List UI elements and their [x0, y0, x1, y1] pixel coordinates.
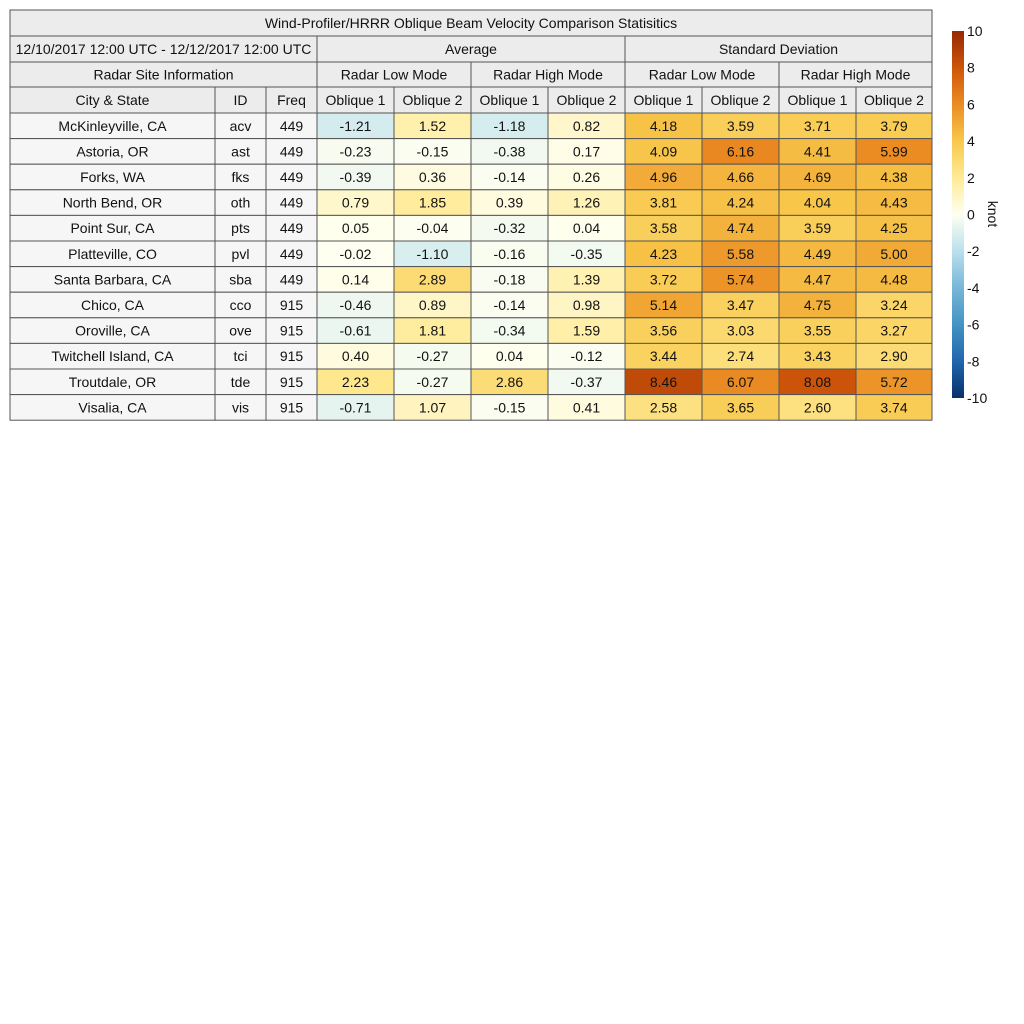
value-cell: 3.24: [880, 297, 908, 313]
value-cell: 0.36: [418, 169, 447, 185]
value-cell: 5.72: [880, 373, 908, 390]
colorbar-tick-label: 2: [967, 169, 975, 186]
value-cell: 3.27: [880, 322, 908, 339]
value-cell: 0.26: [572, 169, 601, 185]
value-cell: -0.12: [570, 348, 603, 365]
column-header: Oblique 2: [402, 92, 463, 108]
column-header: Oblique 1: [325, 92, 386, 108]
id-cell: ast: [231, 143, 250, 160]
city-cell: Troutdale, OR: [68, 373, 157, 390]
average-header: Average: [445, 41, 497, 57]
value-cell: 0.04: [495, 348, 524, 365]
colorbar-tick-label: 8: [967, 59, 975, 76]
value-cell: -0.15: [416, 143, 449, 160]
value-cell: 3.65: [726, 399, 755, 416]
value-cell: 0.79: [341, 194, 370, 211]
freq-cell: 449: [279, 220, 304, 237]
value-cell: 0.05: [341, 220, 370, 237]
freq-cell: 449: [279, 271, 304, 288]
value-cell: -0.38: [493, 143, 526, 160]
value-cell: 4.75: [803, 297, 832, 313]
value-cell: -0.14: [493, 297, 526, 313]
value-cell: -0.39: [339, 169, 372, 185]
value-cell: -1.18: [493, 117, 526, 134]
value-cell: 4.25: [880, 220, 908, 237]
value-cell: 4.69: [803, 169, 832, 185]
value-cell: 3.47: [726, 297, 755, 313]
id-cell: cco: [229, 297, 252, 313]
value-cell: 4.66: [726, 169, 755, 185]
value-cell: 6.07: [726, 373, 755, 390]
mode-header: Radar Low Mode: [648, 66, 756, 83]
city-cell: McKinleyville, CA: [58, 117, 167, 134]
id-cell: tci: [233, 348, 248, 365]
value-cell: 3.71: [803, 117, 832, 134]
value-cell: 0.82: [572, 117, 601, 134]
column-header: City & State: [75, 92, 150, 108]
table-title: Wind-Profiler/HRRR Oblique Beam Velocity Comparison Statisitics: [264, 15, 678, 31]
freq-cell: 915: [279, 399, 304, 416]
value-cell: 3.59: [726, 117, 755, 134]
freq-cell: 449: [279, 117, 304, 134]
colorbar-tick-label: -4: [967, 279, 980, 296]
value-cell: -0.27: [416, 348, 449, 365]
value-cell: -0.71: [339, 399, 372, 416]
value-cell: 3.43: [803, 348, 832, 365]
value-cell: 1.85: [418, 194, 447, 211]
value-cell: 0.98: [572, 297, 601, 313]
colorbar-tick-label: -8: [967, 353, 980, 370]
colorbar-tick-label: 6: [967, 96, 975, 113]
value-cell: 6.16: [726, 143, 755, 160]
value-cell: 0.89: [418, 297, 447, 313]
id-cell: oth: [230, 194, 251, 211]
value-cell: 0.14: [341, 271, 370, 288]
value-cell: 8.46: [649, 373, 678, 390]
freq-cell: 915: [279, 297, 304, 313]
id-cell: fks: [231, 169, 250, 185]
value-cell: 0.40: [341, 348, 370, 365]
value-cell: 4.38: [880, 169, 908, 185]
colorbar-tick-label: -2: [967, 243, 980, 260]
value-cell: -0.34: [493, 322, 526, 339]
id-cell: pts: [231, 220, 250, 237]
value-cell: -0.32: [493, 220, 526, 237]
value-cell: 2.86: [495, 373, 524, 390]
id-cell: tde: [230, 373, 251, 390]
id-cell: vis: [231, 399, 250, 416]
value-cell: 3.59: [803, 220, 832, 237]
value-cell: 3.81: [649, 194, 678, 211]
value-cell: 0.41: [572, 399, 601, 416]
colorbar-gradient: [952, 31, 964, 398]
city-cell: Platteville, CO: [68, 245, 157, 262]
value-cell: 4.24: [726, 194, 755, 211]
column-header: Oblique 2: [864, 92, 924, 108]
id-cell: acv: [229, 117, 252, 134]
value-cell: -0.02: [339, 245, 372, 262]
value-cell: 2.23: [341, 373, 370, 390]
value-cell: 5.14: [649, 297, 678, 313]
value-cell: -0.61: [339, 322, 372, 339]
city-cell: Visalia, CA: [78, 399, 147, 416]
city-cell: Astoria, OR: [76, 143, 149, 160]
value-cell: 4.41: [803, 143, 832, 160]
value-cell: 1.07: [418, 399, 447, 416]
freq-cell: 449: [279, 143, 304, 160]
value-cell: 4.49: [803, 245, 832, 262]
colorbar-tick-label: -6: [967, 316, 980, 333]
value-cell: -0.23: [339, 143, 372, 160]
value-cell: 1.81: [418, 322, 447, 339]
value-cell: 3.74: [880, 399, 908, 416]
value-cell: -1.10: [416, 245, 449, 262]
city-cell: North Bend, OR: [62, 194, 163, 211]
value-cell: -0.04: [416, 220, 449, 237]
value-cell: 2.74: [726, 348, 755, 365]
column-header: Oblique 2: [556, 92, 617, 108]
value-cell: -0.15: [493, 399, 526, 416]
column-header: Oblique 1: [633, 92, 694, 108]
value-cell: 3.72: [649, 271, 678, 288]
city-cell: Forks, WA: [80, 169, 145, 185]
mode-header: Radar High Mode: [493, 66, 603, 83]
date-range: 12/10/2017 12:00 UTC - 12/12/2017 12:00 UTC: [15, 41, 312, 57]
value-cell: -0.14: [493, 169, 526, 185]
value-cell: 0.17: [572, 143, 601, 160]
value-cell: 4.74: [726, 220, 755, 237]
value-cell: 3.56: [649, 322, 678, 339]
value-cell: -0.18: [493, 271, 526, 288]
value-cell: 4.23: [649, 245, 678, 262]
value-cell: 3.44: [649, 348, 678, 365]
value-cell: 2.60: [803, 399, 832, 416]
freq-cell: 449: [279, 194, 304, 211]
site-info-header: Radar Site Information: [93, 66, 234, 83]
column-header: Oblique 1: [787, 92, 848, 108]
value-cell: 0.39: [495, 194, 524, 211]
value-cell: 2.58: [649, 399, 678, 416]
freq-cell: 915: [279, 373, 304, 390]
colorbar-tick-label: -10: [967, 390, 988, 406]
city-cell: Chico, CA: [80, 297, 145, 313]
value-cell: -0.46: [339, 297, 372, 313]
freq-cell: 915: [279, 348, 304, 365]
value-cell: 1.59: [572, 322, 601, 339]
value-cell: 1.52: [418, 117, 447, 134]
value-cell: 1.26: [572, 194, 601, 211]
value-cell: 2.90: [880, 348, 908, 365]
id-cell: pvl: [231, 245, 250, 262]
value-cell: 4.09: [649, 143, 678, 160]
column-header: ID: [233, 92, 248, 108]
value-cell: -0.37: [570, 373, 603, 390]
value-cell: 3.58: [649, 220, 678, 237]
freq-cell: 449: [279, 169, 304, 185]
city-cell: Twitchell Island, CA: [51, 348, 174, 365]
value-cell: 3.79: [880, 117, 908, 134]
id-cell: ove: [229, 322, 252, 339]
freq-cell: 449: [279, 245, 304, 262]
city-cell: Santa Barbara, CA: [53, 271, 172, 288]
value-cell: 5.99: [880, 143, 908, 160]
column-header: Oblique 2: [710, 92, 771, 108]
mode-header: Radar Low Mode: [340, 66, 448, 83]
freq-cell: 915: [279, 322, 304, 339]
value-cell: 4.48: [880, 271, 908, 288]
city-cell: Oroville, CA: [75, 322, 150, 339]
value-cell: -0.27: [416, 373, 449, 390]
value-cell: 5.00: [880, 245, 908, 262]
std-dev-header: Standard Deviation: [718, 41, 839, 57]
value-cell: 8.08: [803, 373, 832, 390]
value-cell: 2.89: [418, 271, 447, 288]
value-cell: 4.47: [803, 271, 832, 288]
id-cell: sba: [229, 271, 252, 288]
value-cell: 3.55: [803, 322, 832, 339]
value-cell: 5.58: [726, 245, 755, 262]
value-cell: 4.18: [649, 117, 678, 134]
value-cell: 4.96: [649, 169, 678, 185]
mode-header: Radar High Mode: [800, 66, 911, 83]
value-cell: 3.03: [726, 322, 755, 339]
value-cell: -0.16: [493, 245, 526, 262]
value-cell: 4.04: [803, 194, 832, 211]
value-cell: 4.43: [880, 194, 908, 211]
colorbar-tick-label: 0: [967, 206, 975, 223]
colorbar-unit-label: knot: [985, 200, 1001, 228]
value-cell: 0.04: [572, 220, 601, 237]
value-cell: 1.39: [572, 271, 601, 288]
city-cell: Point Sur, CA: [70, 220, 155, 237]
column-header: Freq: [277, 92, 306, 108]
value-cell: -1.21: [339, 117, 372, 134]
column-header: Oblique 1: [479, 92, 540, 108]
value-cell: -0.35: [570, 245, 603, 262]
value-cell: 5.74: [726, 271, 755, 288]
colorbar-tick-label: 10: [967, 23, 983, 39]
colorbar-tick-label: 4: [967, 133, 975, 150]
colorbar: [0, 0, 1024, 420]
